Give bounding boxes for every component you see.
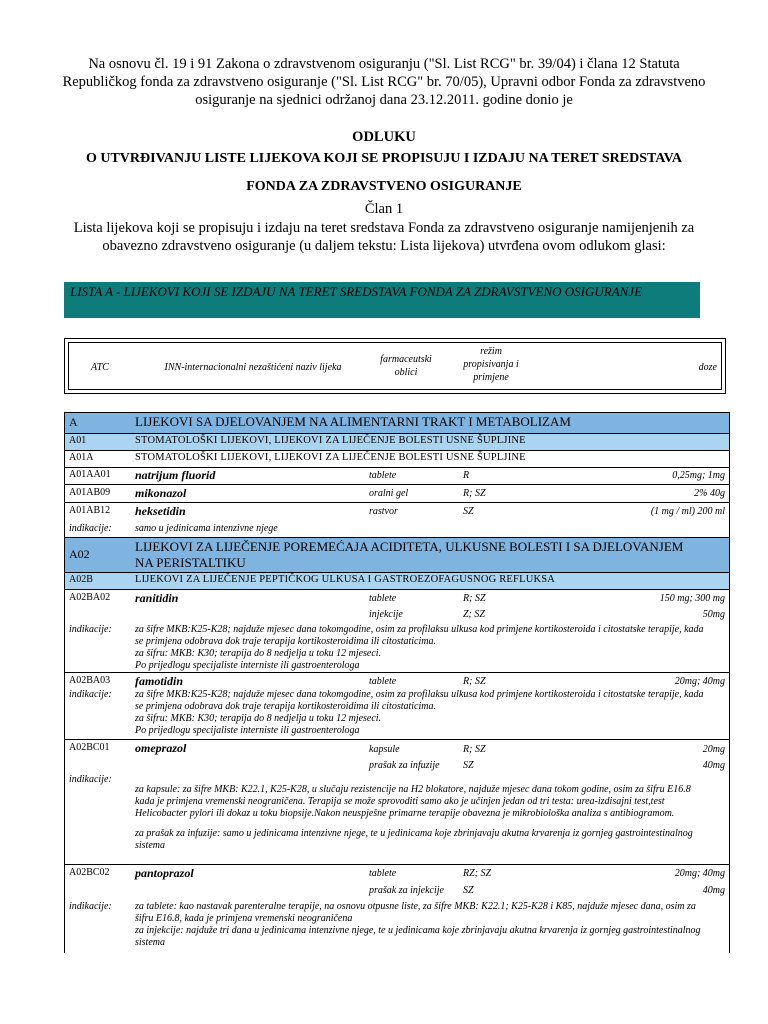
drug-regime: R; SZ [463,676,486,687]
drug-dose: 20mg; 40mg [674,868,725,879]
heading-odluku: ODLUKU [352,129,416,145]
drug-regime: SZ [463,885,474,896]
drug-dose: 20mg; 40mg [674,676,725,687]
indication-line: za kapsule: za šifre MKB: K22.1, K25-K28, u slučaju rezistencije na H2 blokatore, najduže mjesec dana tokom godine, osim za šifru E16.8 kada je primjena vremenski neograničena. Terapija se može sprovoditi samo ako je učinjen jedan od tri testa: urea-izdisajni test,test Helicobacter pylori ili dokaz u toku biopsije.Nakon neuspješne primarne terapije obavezna je mikrobiološka analiza s antibiogramom. [135,784,691,819]
intro-paragraph: Na osnovu čl. 19 i 91 Zakona o zdravstvenom osiguranju ("Sl. List RCG" br. 39/04) i člana 12 Statuta Republičkog fonda za zdravstveno osiguranje ("Sl. List RCG" br. 70/05), Upravni odbor Fonda za zdravstveno osiguranje na sjednici održanoj dana 23.12.2011. godine donio je [62,56,706,108]
drug-dose: (1 mg / ml) 200 ml [650,506,725,517]
drug-name: famotidin [135,674,184,688]
indications-label: indikacije: [69,774,112,785]
drug-form: tablete [369,593,397,604]
table-header [64,338,726,394]
drug-dose: 50mg [702,609,725,620]
table-row-a01aa01 [65,468,729,485]
drug-form: oralni gel [369,488,409,499]
table-row-a02ba02 [65,590,729,673]
table-row-a [65,412,729,434]
table-row-a02bc01 [65,740,729,865]
col-inn: INN-internacionalni nezaštićeni naziv lijeka [164,362,342,373]
table-row-a01ab09 [65,485,729,503]
col-form: farmaceutski oblici [380,354,432,378]
drug-regime: R; SZ [463,744,486,755]
indication-line: Po prijedlogu specijaliste interniste ili gastroenterologa [135,725,360,736]
atc-code: A01 [69,435,87,446]
drug-regime: R; SZ [463,488,486,499]
drug-regime: SZ [463,760,474,771]
col-atc: ATC [91,362,109,373]
heading-title-line2: FONDA ZA ZDRAVSTVENO OSIGURANJE [246,179,522,194]
drug-name: omeprazol [135,741,187,755]
group-title: LIJEKOVI ZA LIJEČENJE POREMEĆAJA ACIDITETA, ULKUSNE BOLESTI I SA DJELOVANJEM NA PERISTALTIKU [135,539,684,570]
atc-code: A01A [69,452,94,463]
drug-dose: 0,25mg; 1mg [672,470,725,481]
indications-text [135,624,709,672]
indications-text [135,901,709,949]
drug-name: mikonazol [135,486,187,500]
atc-code: A01AA01 [69,469,111,480]
indication-line: za injekcije: najduže tri dana u jedinicama intenzivne njege, te u jedinicama koje zbrinjavaju akutna krvarenja iz gornjeg gastrointestinalnog sistema [135,925,701,948]
indications-text [135,784,709,852]
article-text: Lista lijekova koji se propisuju i izdaju na teret sredstava Fonda za zdravstveno osiguranje namijenjenih za obavezno zdravstveno osiguranje (u daljem tekstu: Lista lijekova) utvrđena ovom odlukom glasi: [73,220,695,254]
drug-regime: SZ [463,506,474,517]
group-title: STOMATOLOŠKI LIJEKOVI, LIJEKOVI ZA LIJEČENJE BOLESTI USNE ŠUPLJINE [135,435,526,446]
group-title: LIJEKOVI SA DJELOVANJEM NA ALIMENTARNI TRAKT I METABOLIZAM [135,414,571,429]
drug-name: natrijum fluorid [135,468,216,482]
table-row-a01 [65,434,729,451]
indication-line: za šifru: MKB: K30; terapija do 8 nedjelja u toku 12 mjeseci. [135,648,382,659]
drug-form: kapsule [369,744,400,755]
heading-title-line1: O UTVRĐIVANJU LISTE LIJEKOVA KOJI SE PROPISUJU I IZDAJU NA TERET SREDSTAVA [85,151,683,166]
drug-name: ranitidin [135,591,179,605]
indication-line: za šifre MKB:K25-K28; najduže mjesec dana tokomgodine, osim za profilaksu ulkusa kod primjene kortikosteroida i citostatske terapije, kada se primjena odobrava dok traje terapija kortikosteroidima ili citostaticima. [135,689,704,712]
indications-label: indikacije: [69,523,112,534]
indication-line: za šifre MKB:K25-K28; najduže mjesec dana tokomgodine, osim za profilaksu ulkusa kod primjene kortikosteroida i citostatske terapije, kada se primjena odobrava dok traje terapija kortikosteroidima ili citostaticima. [135,624,704,647]
atc-code: A02BC01 [69,742,110,753]
group-title: STOMATOLOŠKI LIJEKOVI, LIJEKOVI ZA LIJEČENJE BOLESTI USNE ŠUPLJINE [135,452,526,463]
atc-code: A [69,415,78,429]
indications-text: samo u jedinicama intenzivne njege [135,523,278,534]
drug-regime: RZ; SZ [463,868,492,879]
table-row-a02 [65,538,729,573]
atc-code: A02 [69,547,90,561]
indications-label: indikacije: [69,624,112,635]
atc-code: A02BC02 [69,867,110,878]
drug-name: pantoprazol [135,866,194,880]
drug-form: rastvor [369,506,398,517]
drug-dose: 20mg [702,744,725,755]
indication-line: za prašak za infuzije: samo u jedinicama intenzivne njege, te u jedinicama koje zbrinjavaju akutna krvarenja iz gornjeg gastrointestinalnog sistema [135,828,693,851]
drug-regime: Z; SZ [463,609,485,620]
drug-form: tablete [369,470,397,481]
indications-label: indikacije: [69,901,112,912]
drug-dose: 150 mg; 300 mg [659,593,725,604]
col-regime: režim propisivanja i primjene [463,346,519,383]
drug-form: prašak za infuzije [369,760,440,771]
drug-dose: 40mg [702,760,725,771]
atc-code: A02BA02 [69,592,111,603]
list-a-banner: LISTA A - LIJEKOVI KOJI SE IZDAJU NA TERET SREDSTAVA FONDA ZA ZDRAVSTVENO OSIGURANJE [64,282,700,318]
drug-name: heksetidin [135,504,186,518]
article-number: Član 1 [364,201,404,217]
atc-code: A02B [69,574,93,585]
drug-regime: R [463,470,470,481]
table-row-a02bc02 [65,865,729,953]
drug-form: prašak za injekcije [369,885,444,896]
indication-line: Po prijedlogu specijaliste interniste ili gastroenterologa [135,660,360,671]
atc-code: A02BA03 [69,675,111,686]
drug-form: tablete [369,868,397,879]
drug-regime: R; SZ [463,593,486,604]
drug-form: tablete [369,676,397,687]
indications-text [135,689,709,737]
drug-form: injekcije [369,609,403,620]
table-row-a01a [65,451,729,468]
indication-line: za šifru: MKB: K30; terapija do 8 nedjelja u toku 12 mjeseci. [135,713,382,724]
indication-line: za tablete: kao nastavak parenteralne terapije, na osnovu otpusne liste, za šifre MKB: K22.1; K25-K28 i K85, najduže mjesec dana, osim za šifru E16.8, kada je primjena vremenski neograničena [135,901,696,924]
table-row-a01ab12 [65,503,729,538]
table-row-a02b [65,573,729,590]
atc-code: A01AB12 [69,505,111,516]
atc-code: A01AB09 [69,487,111,498]
indications-label: indikacije: [69,689,112,700]
col-dose: doze [698,362,717,373]
group-title: LIJEKOVI ZA LIJEČENJE PEPTIČKOG ULKUSA I GASTROEZOFAGUSNOG REFLUKSA [135,574,556,585]
drug-dose: 2% 40g [694,488,725,499]
drug-table [64,412,730,953]
drug-dose: 40mg [702,885,725,896]
table-row-a02ba03 [65,673,729,740]
